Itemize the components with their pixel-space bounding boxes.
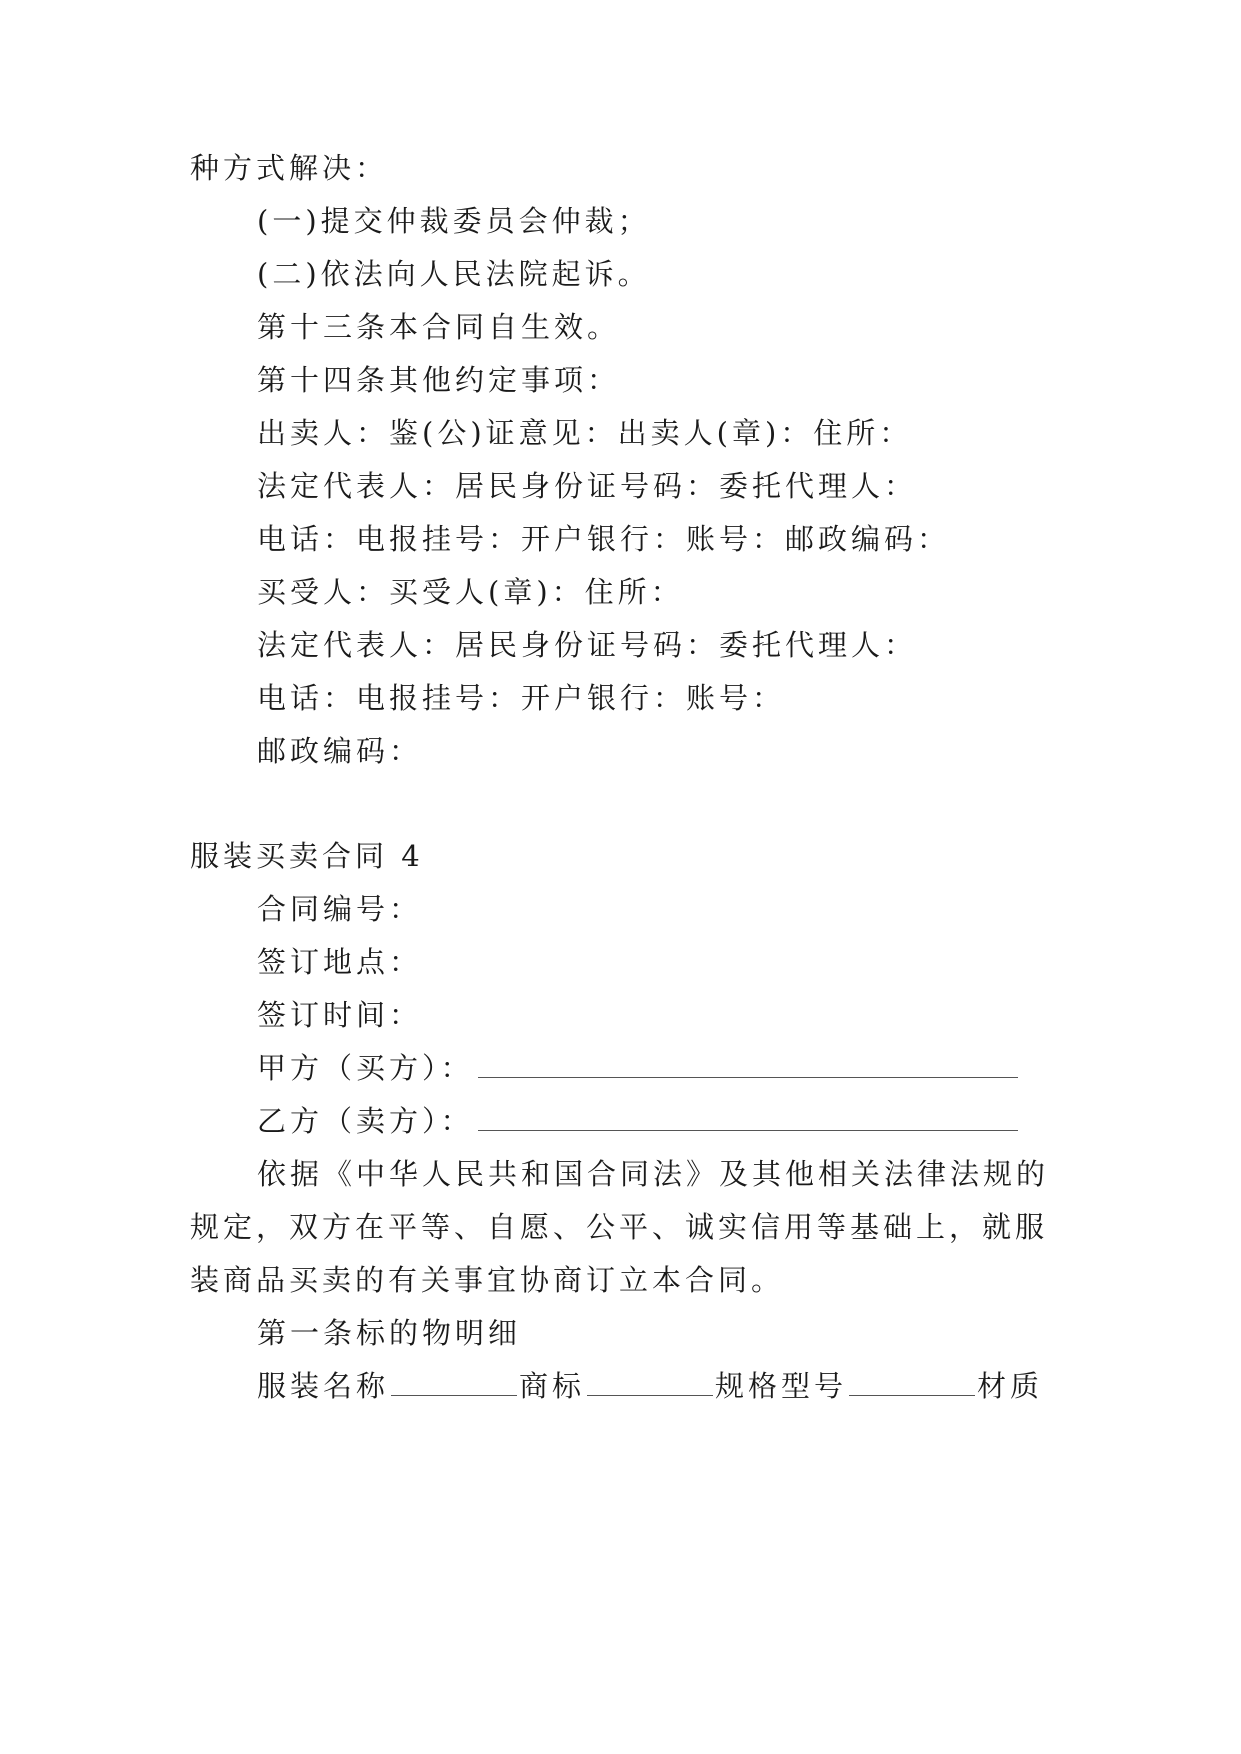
text-line: 电话：电报挂号：开户银行：账号：邮政编码： xyxy=(257,522,951,556)
signing-time-label: 签订时间： xyxy=(257,998,423,1032)
brand-blank xyxy=(587,1369,713,1396)
brand-label: 商标 xyxy=(519,1369,586,1403)
material-label: 材质 xyxy=(977,1369,1044,1403)
text-line: 第十四条其他约定事项： xyxy=(257,363,621,397)
preamble-line: 依据《中华人民共和国合同法》及其他相关法律法规的 xyxy=(257,1157,1050,1191)
signing-place-label: 签订地点： xyxy=(257,945,423,979)
article-1-fields-row xyxy=(257,1368,1043,1404)
text-line: 法定代表人：居民身份证号码：委托代理人： xyxy=(257,628,918,662)
model-label: 规格型号 xyxy=(715,1369,848,1403)
party-a-blank xyxy=(478,1051,1018,1078)
text-line: 种方式解决： xyxy=(190,151,389,185)
text-line: 电话：电报挂号：开户银行：账号： xyxy=(257,681,786,715)
text-line: 买受人：买受人(章)：住所： xyxy=(257,575,684,609)
garment-name-blank xyxy=(391,1369,517,1396)
party-a-row xyxy=(257,1050,1018,1086)
party-a-label: 甲方（买方）： xyxy=(257,1051,474,1085)
text-line: 邮政编码： xyxy=(257,734,423,768)
party-b-label: 乙方（卖方）： xyxy=(257,1104,474,1138)
party-b-blank xyxy=(478,1104,1018,1131)
preamble-line: 规定，双方在平等、自愿、公平、诚实信用等基础上，就服 xyxy=(190,1210,1049,1244)
model-blank xyxy=(849,1369,975,1396)
contract-title: 服装买卖合同 4 xyxy=(190,839,424,873)
text-line: (一)提交仲裁委员会仲裁； xyxy=(257,204,651,238)
preamble-line: 装商品买卖的有关事宜协商订立本合同。 xyxy=(190,1263,785,1297)
contract-number-label: 合同编号： xyxy=(257,892,423,926)
text-line: (二)依法向人民法院起诉。 xyxy=(257,257,651,291)
party-b-row xyxy=(257,1103,1018,1139)
text-line: 法定代表人：居民身份证号码：委托代理人： xyxy=(257,469,918,503)
article-1-title: 第一条标的物明细 xyxy=(257,1316,522,1350)
text-line: 出卖人：鉴(公)证意见：出卖人(章)：住所： xyxy=(257,416,913,450)
text-line: 第十三条本合同自生效。 xyxy=(257,310,621,344)
garment-name-label: 服装名称 xyxy=(257,1369,390,1403)
